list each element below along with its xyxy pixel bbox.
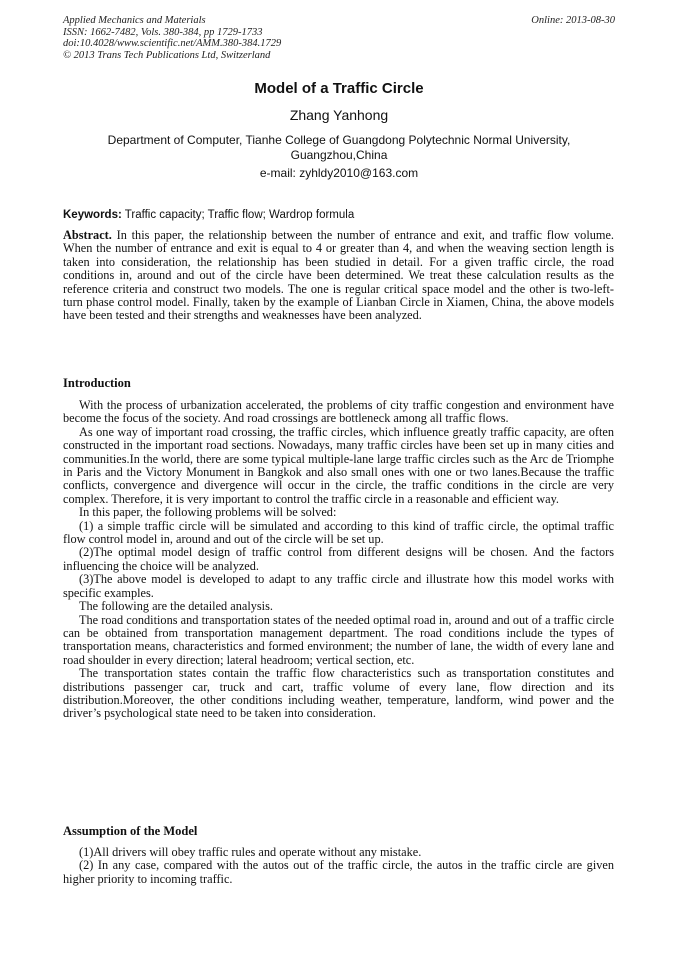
keywords-label: Keywords: [63, 209, 122, 221]
author-name: Zhang Yanhong [289, 107, 389, 123]
introduction-body [63, 399, 614, 721]
paragraph: (3)The above model is developed to adapt to any traffic circle and illustrate how this model works with specific examples. [63, 572, 614, 600]
assumption-body [63, 846, 614, 886]
abstract-label: Abstract. [63, 228, 112, 242]
doi-line: doi:10.4028/www.scientific.net/AMM.380-384.1729 [63, 38, 282, 49]
keywords-text: Traffic capacity; Traffic flow; Wardrop formula [124, 209, 355, 221]
keywords [63, 208, 615, 222]
paragraph: The following are the detailed analysis. [79, 599, 273, 614]
abstract-text: In this paper, the relationship between the number of entrance and exit, and traffic flow volume. When the number of entrance and exit is equal to 4 or greater than 4, and when the weaving section length is taken into consideration, the relationship has been studied in detail. For a given traffic circle, the road conditions in, around and out of the circle have been determined. We treat these calculation results as the reference criteria and construct two models. The one is regular critical space model and the other is two-left-turn phase control model. Finally, taken by the example of Lianban Circle in Xiamen, China, the above models have been tested and their strengths and weaknesses have been analyzed. [63, 228, 614, 323]
publication-meta [63, 15, 281, 61]
copyright-line: © 2013 Trans Tech Publications Ltd, Switzerland [63, 49, 271, 61]
introduction-heading: Introduction [63, 376, 131, 390]
paragraph: In this paper, the following problems will be solved: [79, 505, 337, 520]
paragraph: (2)The optimal model design of traffic control from different designs will be chosen. And the factors influencing the choice will be analyzed. [63, 545, 614, 573]
paragraph: The transportation states contain the traffic flow characteristics such as transportation constitutes and distributions passenger car, truck and cart, traffic volume of every lane, flow direction and its distribution.Moreover, the other conditions including weather, temperature, landform, wind power and the driver’s psychological state need to be taken into consideration. [63, 666, 614, 721]
issn-line: ISSN: 1662-7482, Vols. 380-384, pp 1729-1733 [63, 26, 263, 38]
abstract [63, 229, 614, 323]
paper-title: Model of a Traffic Circle [254, 80, 424, 97]
paragraph: With the process of urbanization accelerated, the problems of city traffic congestion and environment have become the focus of the society. And road crossings are bottleneck among all traffic flows. [63, 398, 614, 426]
paragraph: (1)All drivers will obey traffic rules and operate without any mistake. [79, 845, 422, 859]
paragraph: (1) a simple traffic circle will be simulated and according to this kind of traffic circle, the optimal traffic flow control model in, around and out of the circle will be set up. [63, 518, 614, 547]
journal-name: Applied Mechanics and Materials [63, 15, 206, 26]
paragraph: (2) In any case, compared with the autos out of the traffic circle, the autos in the traffic circle are given higher priority to incoming traffic. [63, 858, 614, 886]
author-email: e-mail: zyhldy2010@163.com [259, 166, 419, 180]
paragraph: The road conditions and transportation states of the needed optimal road in, around and out of a traffic circle can be obtained from transportation management department. The road conditions include the types of transportation means, characteristics and formed environment; the number of lane, the width of every lane and road shoulder in every direction; lateral headroom; vertical section, etc. [63, 612, 614, 667]
assumption-heading: Assumption of the Model [63, 824, 198, 838]
online-date: Online: 2013-08-30 [531, 15, 615, 26]
paragraph: As one way of important road crossing, the traffic circles, which influence greatly traffic capacity, are often constructed in the important road sections. Nowadays, many traffic circles have been set up in many cities and communities.In the world, there are some typical multiple-lane large traffic circles such as the Arc de Triomphe in Paris and the Victory Monument in Bangkok and also small ones with one or two lanes.Because the traffic conflicts, convergence and divergence will occur in the circle, the traffic conditions in the circle are very complex. Therefore, it is very important to control the traffic circle in a reasonable and efficient way. [63, 424, 614, 506]
author-affiliation: Department of Computer, Tianhe College of Guangdong Polytechnic Normal University, Guangzhou,China [107, 133, 571, 162]
